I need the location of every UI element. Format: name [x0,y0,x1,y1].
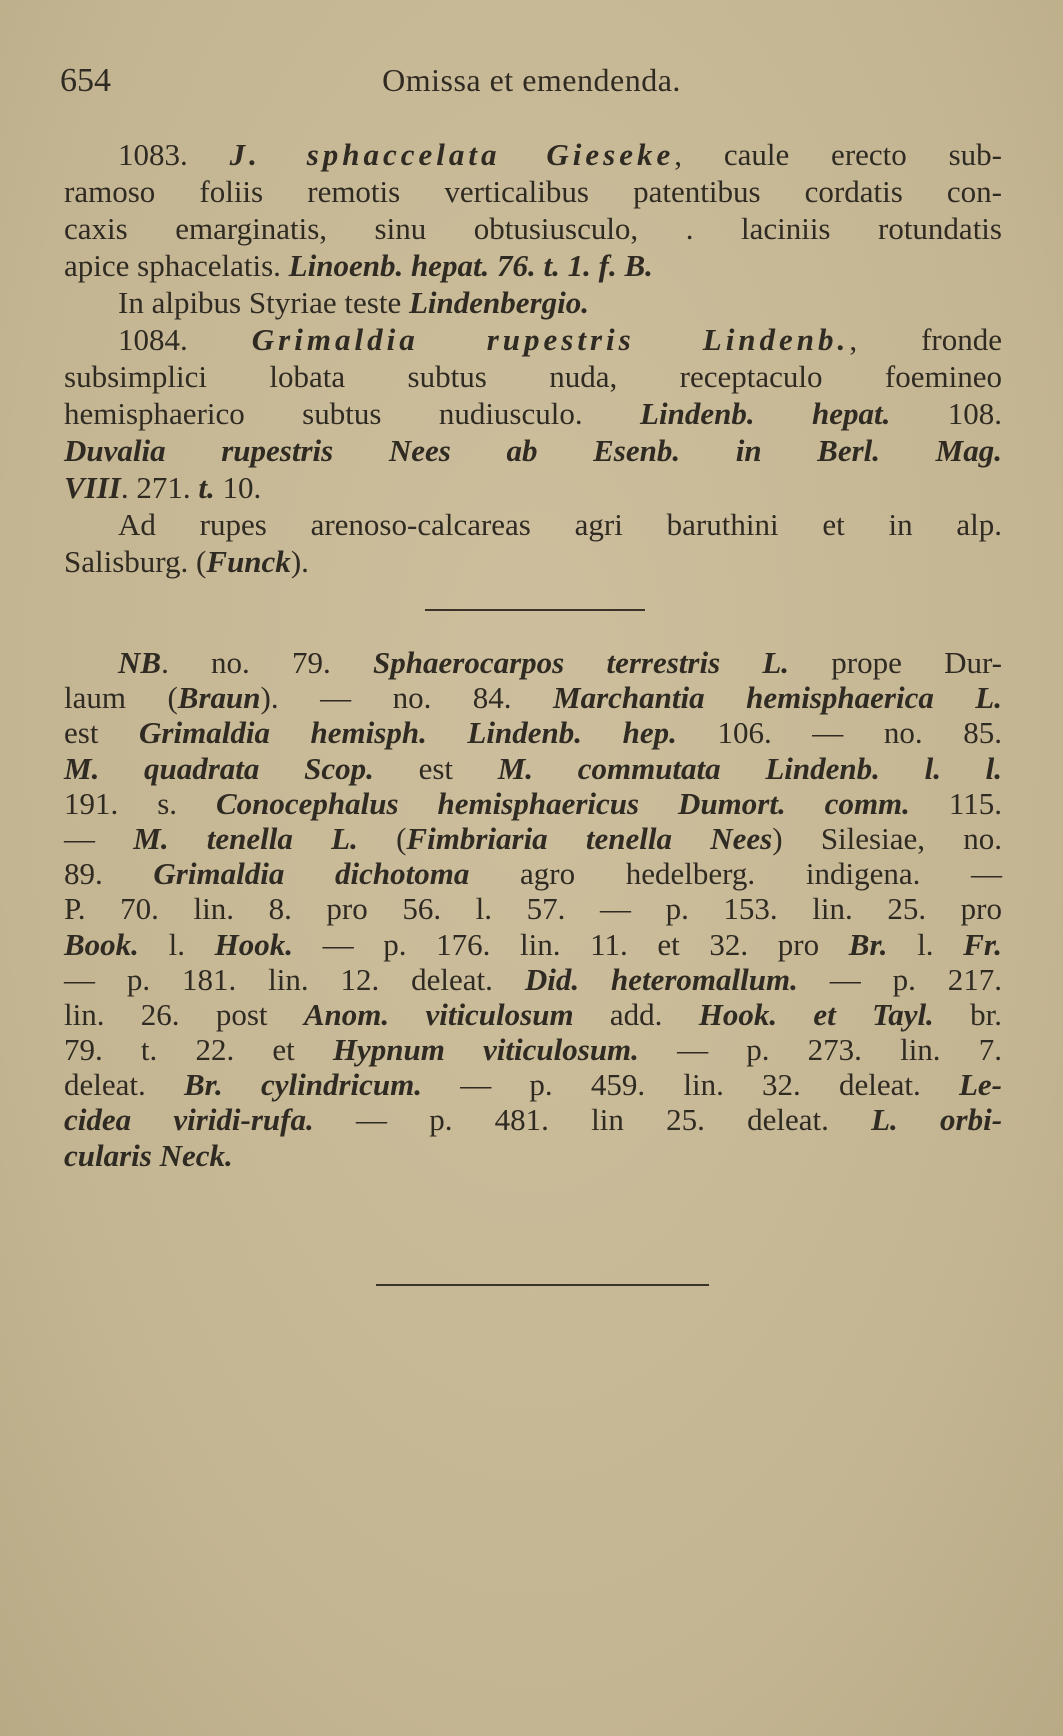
text-run: l. [138,926,215,962]
text-run: Ad rupes arenoso-calcareas agri baruthini et in alp. [118,507,1002,542]
text-run: l. [887,926,964,962]
text-line [64,1102,1002,1137]
text-run: Salisburg. ( [64,544,207,579]
text-line [64,136,1002,173]
text-run: subsimplici lobata subtus nuda, receptaculo foemineo [64,359,1002,394]
text-line [64,821,1002,856]
italic-text: M. commutata Lindenb. l. l. [497,750,1003,786]
italic-text: t. [198,470,215,505]
text-line [64,432,1002,469]
text-line [64,321,1002,358]
nota-bene-block [64,645,1002,1173]
end-rule [376,1284,709,1286]
text-line [64,210,1002,247]
text-run: 115. [909,785,1002,821]
italic-text: Sphaerocarpos terrestris L. [373,645,790,680]
italic-text: Grimaldia hemisph. Lindenb. hep. [139,715,677,751]
italic-text: Funck [206,544,291,579]
text-run: lin. 26. post [64,996,304,1032]
text-run: — p. 481. lin 25. deleat. [313,1102,872,1138]
italic-text: Fr. [963,926,1002,962]
text-line [64,1138,1002,1173]
italic-text: Conocephalus hemisphaericus Dumort. comm. [216,785,910,821]
italic-text: Br. [848,926,888,962]
page-number: 654 [60,62,111,99]
italic-text: Hypnum viticulosum. [332,1032,639,1068]
text-run: agro hedelberg. indigena. — [469,856,1003,892]
section-divider [425,609,645,611]
text-line [64,786,1002,821]
text-run: 10. [214,470,262,505]
italic-text: Braun [177,680,261,716]
text-run: caxis emarginatis, sinu obtusiusculo, . laciniis rotundatis [64,211,1002,246]
italic-text: cidea viridi-rufa. [64,1102,314,1138]
italic-text: M. tenella L. [133,820,358,856]
italic-text: Anom. viticulosum [303,996,574,1032]
italic-text: Grimaldia rupestris Lindenb. [251,322,850,357]
text-line [64,645,1002,680]
text-line [64,173,1002,210]
text-line [64,680,1002,715]
text-line [64,395,1002,432]
text-run: , caule erecto sub- [674,137,1003,172]
text-run: 79. t. 22. et [64,1032,333,1068]
text-line [64,543,1002,580]
italic-text: NB [118,645,162,680]
text-line [64,715,1002,750]
text-run: prope Dur- [789,645,1003,680]
text-line [64,506,1002,543]
text-line [64,284,1002,321]
text-line [64,247,1002,284]
text-run: 108. [890,396,1002,431]
text-run: 89. [64,856,154,892]
text-line [64,962,1002,997]
text-run: 191. s. [64,785,216,821]
entry-block-1083-1084 [64,136,1002,580]
italic-text: L. orbi- [871,1102,1003,1138]
text-line [64,1067,1002,1102]
text-run: — p. 459. lin. 32. deleat. [422,1067,959,1103]
italic-text: Fimbriaria tenella Nees [406,820,773,856]
text-line [64,927,1002,962]
text-run: 1083. [118,137,230,172]
italic-text: Le- [958,1067,1002,1103]
text-run: 106. — no. 85. [676,715,1003,751]
italic-text: Duvalia rupestris Nees ab Esenb. in Berl. Mag. [64,433,1002,468]
italic-text: Linoenb. hepat. 76. t. 1. f. B. [288,248,653,283]
text-run: 1084. [118,322,252,357]
italic-text: Did. heteromallum. [524,961,798,997]
text-line [64,997,1002,1032]
text-run: . 271. [120,470,199,505]
text-run: — p. 181. lin. 12. deleat. [64,961,525,997]
text-run: est [64,715,140,751]
text-run: br. [933,996,1002,1032]
text-run: P. 70. lin. 8. pro 56. l. 57. — p. 153. lin. 25. pro [64,891,1002,927]
italic-text: Book. [64,926,139,962]
text-run: — p. 273. lin. 7. [638,1032,1002,1068]
italic-text: Lindenbergio. [409,285,589,320]
text-run: laum ( [64,680,178,716]
italic-text: Hook. [214,926,293,962]
text-run: ( [357,820,407,856]
text-run: . no. 79. [161,645,374,680]
text-run: ) Silesiae, no. [772,820,1002,856]
text-run: est [373,750,498,786]
text-run: apice sphacelatis. [64,248,289,283]
italic-text: Hook. et Tayl. [698,996,934,1032]
text-run: ). — no. 84. [260,680,554,716]
text-run: add. [573,996,699,1032]
text-run: In alpibus Styriae teste [118,285,409,320]
text-line [64,891,1002,926]
running-header: Omissa et emendenda. [382,62,681,98]
text-run: ). [290,544,309,579]
text-line [64,856,1002,891]
text-run: , fronde [849,322,1003,357]
italic-text: Lindenb. hepat. [640,396,891,431]
italic-text: J. sphaccelata Gieseke [229,137,675,172]
text-line [64,469,1002,506]
text-run: — p. 217. [797,961,1002,997]
text-run: hemisphaerico subtus nudiusculo. [64,396,641,431]
text-run: ramoso foliis remotis verticalibus patentibus cordatis con- [64,174,1002,209]
text-line [64,358,1002,395]
text-run: — p. 176. lin. 11. et 32. pro [292,926,849,962]
text-line [64,751,1002,786]
text-line [64,1032,1002,1067]
italic-text: VIII [64,470,121,505]
italic-text: cularis Neck. [64,1137,233,1173]
text-run: — [64,820,134,856]
italic-text: M. quadrata Scop. [64,750,374,786]
text-run: deleat. [64,1067,184,1103]
italic-text: Br. cylindricum. [183,1067,422,1103]
italic-text: Grimaldia dichotoma [153,856,470,892]
italic-text: Marchantia hemisphaerica L. [553,680,1002,716]
